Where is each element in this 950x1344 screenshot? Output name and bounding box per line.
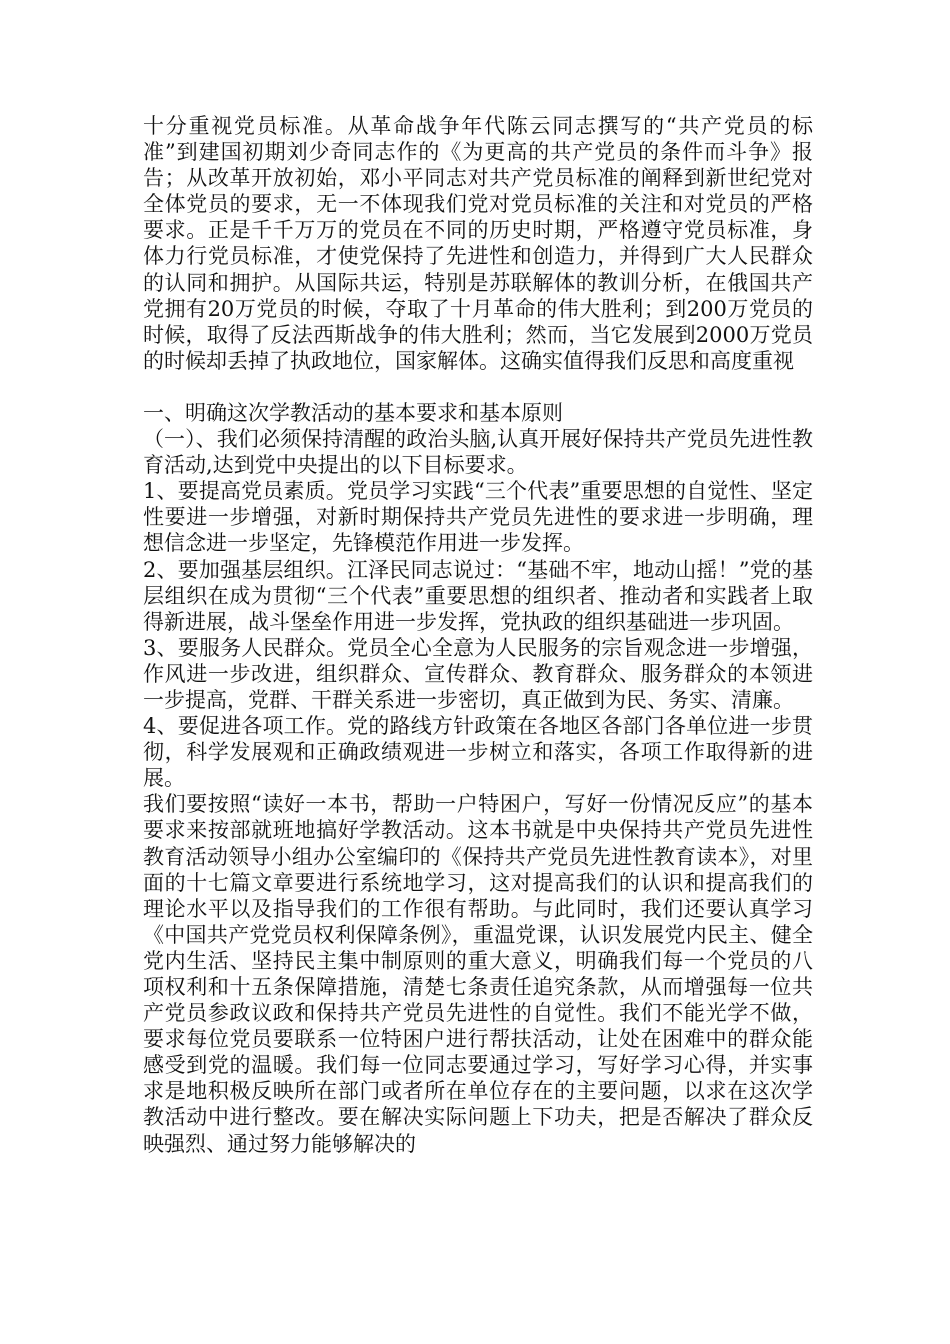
list-item-1: 1、要提高党员素质。党员学习实践“三个代表”重要思想的自觉性、坚定性要进一步增强，对新时期保持共产党员先进性的要求进一步明确，理想信念进一步坚定，先锋模范作用进一步发挥。	[143, 479, 813, 556]
subsection-paragraph: （一）、我们必须保持清醒的政治头脑,认真开展好保持共产党员先进性教育活动,达到党中央提出的以下目标要求。	[143, 427, 813, 478]
section-heading: 一、明确这次学教活动的基本要求和基本原则	[143, 400, 563, 425]
list-item-3: 3、要服务人民群众。党员全心全意为人民服务的宗旨观念进一步增强，作风进一步改进，组织群众、宣传群众、教育群众、服务群众的本领进一步提高，党群、干群关系进一步密切，真正做到为民、务实、清廉。	[143, 635, 813, 712]
list-item-4: 4、要促进各项工作。党的路线方针政策在各地区各部门各单位进一步贯彻，科学发展观和正确政绩观进一步树立和落实，各项工作取得新的进展。	[143, 714, 813, 791]
list-item-2: 2、要加强基层组织。江泽民同志说过：“基础不牢，地动山摇！”党的基层组织在成为贯彻“三个代表”重要思想的组织者、推动者和实践者上取得新进展，战斗堡垒作用进一步发挥，党执政的组织基础进一步巩固。	[143, 557, 813, 634]
document-page	[143, 113, 813, 1157]
intro-paragraph: 十分重视党员标准。从革命战争年代陈云同志撰写的“共产党员的标准”到建国初期刘少奇同志作的《为更高的共产党员的条件而斗争》报告；从改革开放初始，邓小平同志对共产党员标准的阐释到新世纪党对全体党员的要求，无一不体现我们党对党员标准的关注和对党员的严格要求。正是千千万万的党员在不同的历史时期，严格遵守党员标准，身体力行党员标准，才使党保持了先进性和创造力，并得到广大人民群众的认同和拥护。从国际共运，特别是苏联解体的教训分析，在俄国共产党拥有20万党员的时候，夺取了十月革命的伟大胜利；到200万党员的时候，取得了反法西斯战争的伟大胜利；然而，当它发展到2000万党员的时候却丢掉了执政地位，国家解体。这确实值得我们反思和高度重视	[143, 114, 813, 373]
closing-paragraph: 我们要按照“读好一本书，帮助一户特困户，写好一份情况反应”的基本要求来按部就班地搞好学教活动。这本书就是中央保持共产党员先进性教育活动领导小组办公室编印的《保持共产党员先进性教育读本》，对里面的十七篇文章要进行系统地学习，这对提高我们的认识和提高我们的理论水平以及指导我们的工作很有帮助。与此同时，我们还要认真学习《中国共产党党员权利保障条例》，重温党课，认识发展党内民主、健全党内生活、坚持民主集中制原则的重大意义，明确我们每一个党员的八项权利和十五条保障措施，清楚七条责任追究条款，从而增强每一位共产党员参政议政和保持共产党员先进性的自觉性。我们不能光学不做，要求每位党员要联系一位特困户进行帮扶活动，让处在困难中的群众能感受到党的温暖。我们每一位同志要通过学习，写好学习心得，并实事求是地积极反映所在部门或者所在单位存在的主要问题，以求在这次学教活动中进行整改。要在解决实际问题上下功夫，把是否解决了群众反映强烈、通过努力能够解决的	[143, 792, 813, 1156]
paragraph-gap	[143, 374, 813, 400]
